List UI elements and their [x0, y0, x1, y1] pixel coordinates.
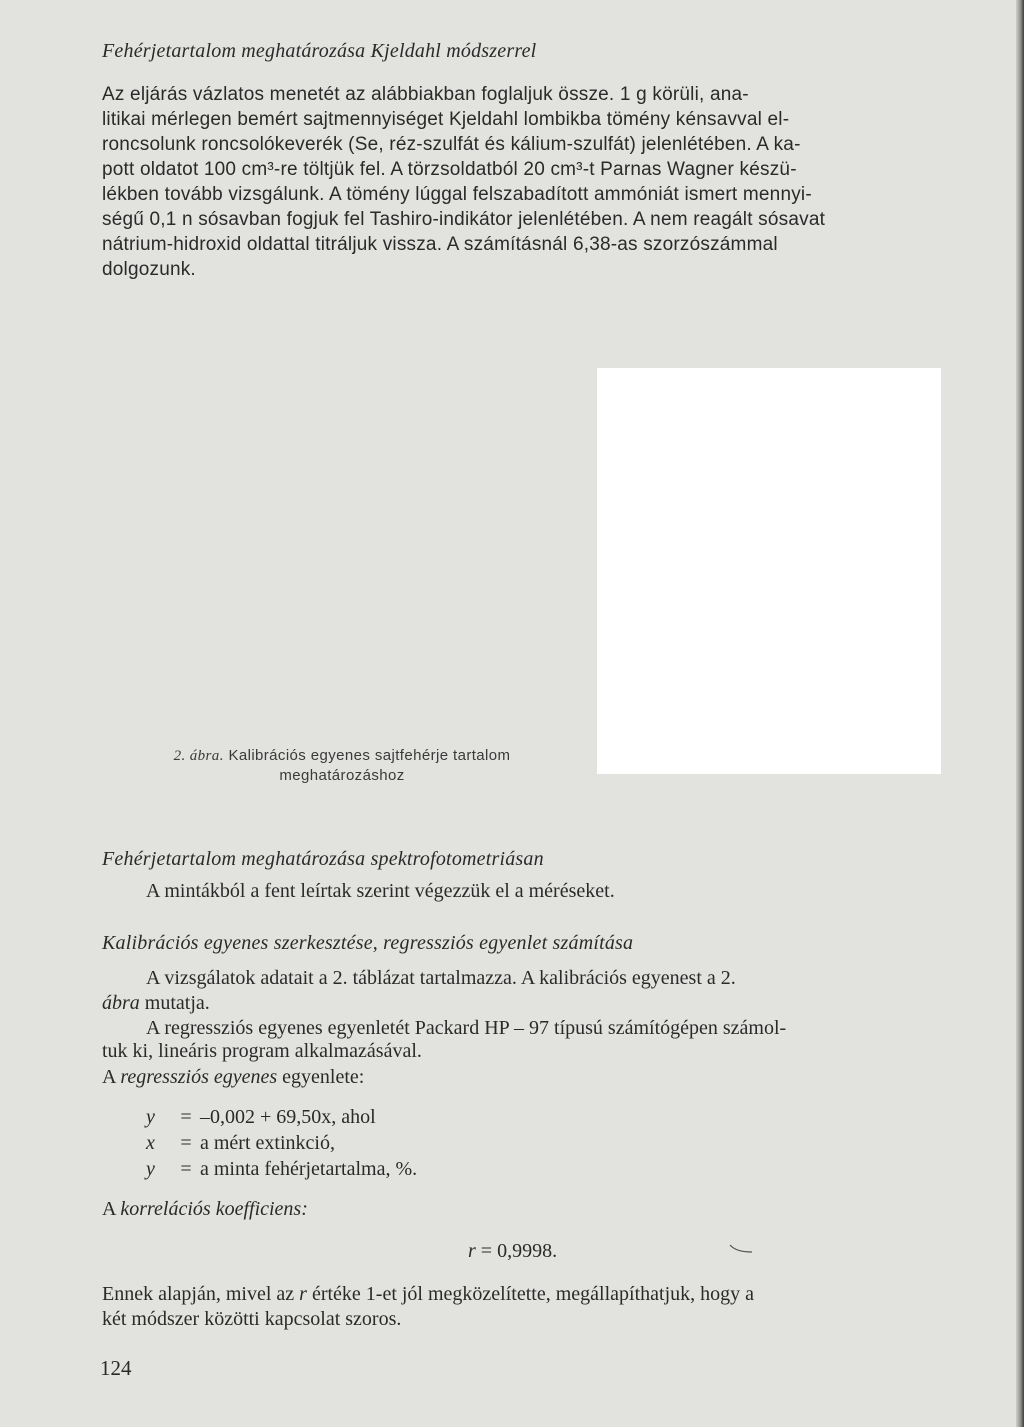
kjeldahl-line-1: Az eljárás vázlatos menetét az alábbiakban foglaljuk össze. 1 g körüli, ana-: [102, 84, 749, 105]
kjeldahl-line-3: roncsolunk roncsolókeverék (Se, réz-szulfát és kálium-szulfát) jelenlétében. A ka-: [102, 134, 801, 155]
section-heading-kjeldahl: Fehérjetartalom meghatározása Kjeldahl módszerrel: [102, 40, 537, 62]
correlation-italic: korrelációs koefficiens:: [120, 1198, 308, 1220]
formula-expression: a mért extinkció,: [200, 1132, 335, 1154]
figure-caption-line-1: Kalibrációs egyenes sajtfehérje tartalom: [228, 747, 511, 764]
calibration-p2-line-1: A regressziós egyenes egyenletét Packard HP – 97 típusú számítógépen számol-: [146, 1017, 787, 1039]
page-number: 124: [100, 1356, 132, 1380]
formula-equals: =: [180, 1158, 192, 1180]
calibration-p1-line-2: [102, 992, 210, 1015]
kjeldahl-line-6: ségű 0,1 n sósavban fogjuk fel Tashiro-indikátor jelenlétében. A nem reagált sósavat: [102, 209, 826, 230]
calibration-p2-line-2: tuk ki, lineáris program alkalmazásával.: [102, 1040, 422, 1062]
figure-caption: [102, 746, 582, 786]
conclusion-line-2: két módszer közötti kapcsolat szoros.: [102, 1308, 402, 1330]
correlation-value: [468, 1240, 557, 1263]
page-edge-shadow: [1016, 0, 1024, 1427]
print-speck: [728, 1243, 754, 1255]
kjeldahl-line-7: nátrium-hidroxid oldattal titráljuk vissza. A számításnál 6,38-as szorzószámmal: [102, 234, 778, 255]
calibration-p1-line-2-rest: mutatja.: [139, 992, 210, 1014]
regression-intro-italic: regressziós egyenes: [120, 1066, 278, 1088]
regression-intro-suffix: egyenlete:: [277, 1066, 365, 1088]
conclusion-line-1: [102, 1282, 952, 1307]
correlation-r-symbol: r: [468, 1240, 476, 1262]
conclusion-line-1a: Ennek alapján, mivel az: [102, 1283, 300, 1305]
correlation-r-value: = 0,9998.: [480, 1240, 558, 1262]
formula-variable: x: [146, 1132, 155, 1154]
conclusion-r-symbol: r: [299, 1283, 307, 1305]
correlation-intro: [102, 1198, 308, 1221]
conclusion-line-1b: értéke 1-et jól megközelítette, megállapíthatjuk, hogy a: [306, 1283, 754, 1305]
section-heading-calibration: Kalibrációs egyenes szerkesztése, regressziós egyenlet számítása: [102, 932, 634, 954]
section-heading-spectro: Fehérjetartalom meghatározása spektrofotometriásan: [102, 848, 544, 870]
spectro-text: A mintákból a fent leírtak szerint végezzük el a méréseket.: [146, 880, 615, 902]
formula-row: [146, 1156, 417, 1182]
regression-formula: [146, 1104, 417, 1182]
formula-equals: =: [180, 1106, 192, 1128]
formula-row: [146, 1130, 417, 1156]
formula-expression: a minta fehérjetartalma, %.: [200, 1158, 418, 1180]
conclusion-paragraph: [102, 1282, 952, 1332]
formula-variable: y: [146, 1106, 155, 1128]
formula-variable: y: [146, 1158, 155, 1180]
formula-row: [146, 1104, 417, 1130]
formula-equals: =: [180, 1132, 192, 1154]
figure-caption-line-2: meghatározáshoz: [279, 767, 405, 784]
calibration-figure-ref: ábra: [102, 992, 140, 1014]
kjeldahl-line-5: lékben tovább vizsgálunk. A tömény lúggal felszabadított ammóniát ismert mennyi-: [102, 184, 812, 205]
calibration-p1-line-1: A vizsgálatok adatait a 2. táblázat tartalmazza. A kalibrációs egyenest a 2.: [146, 967, 736, 989]
regression-intro: [102, 1066, 364, 1089]
formula-expression: –0,002 + 69,50x, ahol: [200, 1106, 376, 1128]
calibration-paragraph-1: [102, 966, 952, 991]
regression-intro-prefix: A: [102, 1066, 121, 1088]
kjeldahl-line-8: dolgozunk.: [102, 259, 196, 280]
kjeldahl-paragraph: [102, 82, 952, 282]
calibration-paragraph-2: [102, 1016, 952, 1041]
kjeldahl-line-4: pott oldatot 100 cm³-re töltjük fel. A törzsoldatból 20 cm³-t Parnas Wagner készü-: [102, 159, 797, 180]
correlation-prefix: A: [102, 1198, 121, 1220]
kjeldahl-line-2: litikai mérlegen bemért sajtmennyiséget Kjeldahl lombikba tömény kénsavval el-: [102, 109, 790, 130]
figure-number: 2. ábra.: [173, 748, 224, 764]
figure-image-area: [597, 368, 941, 774]
